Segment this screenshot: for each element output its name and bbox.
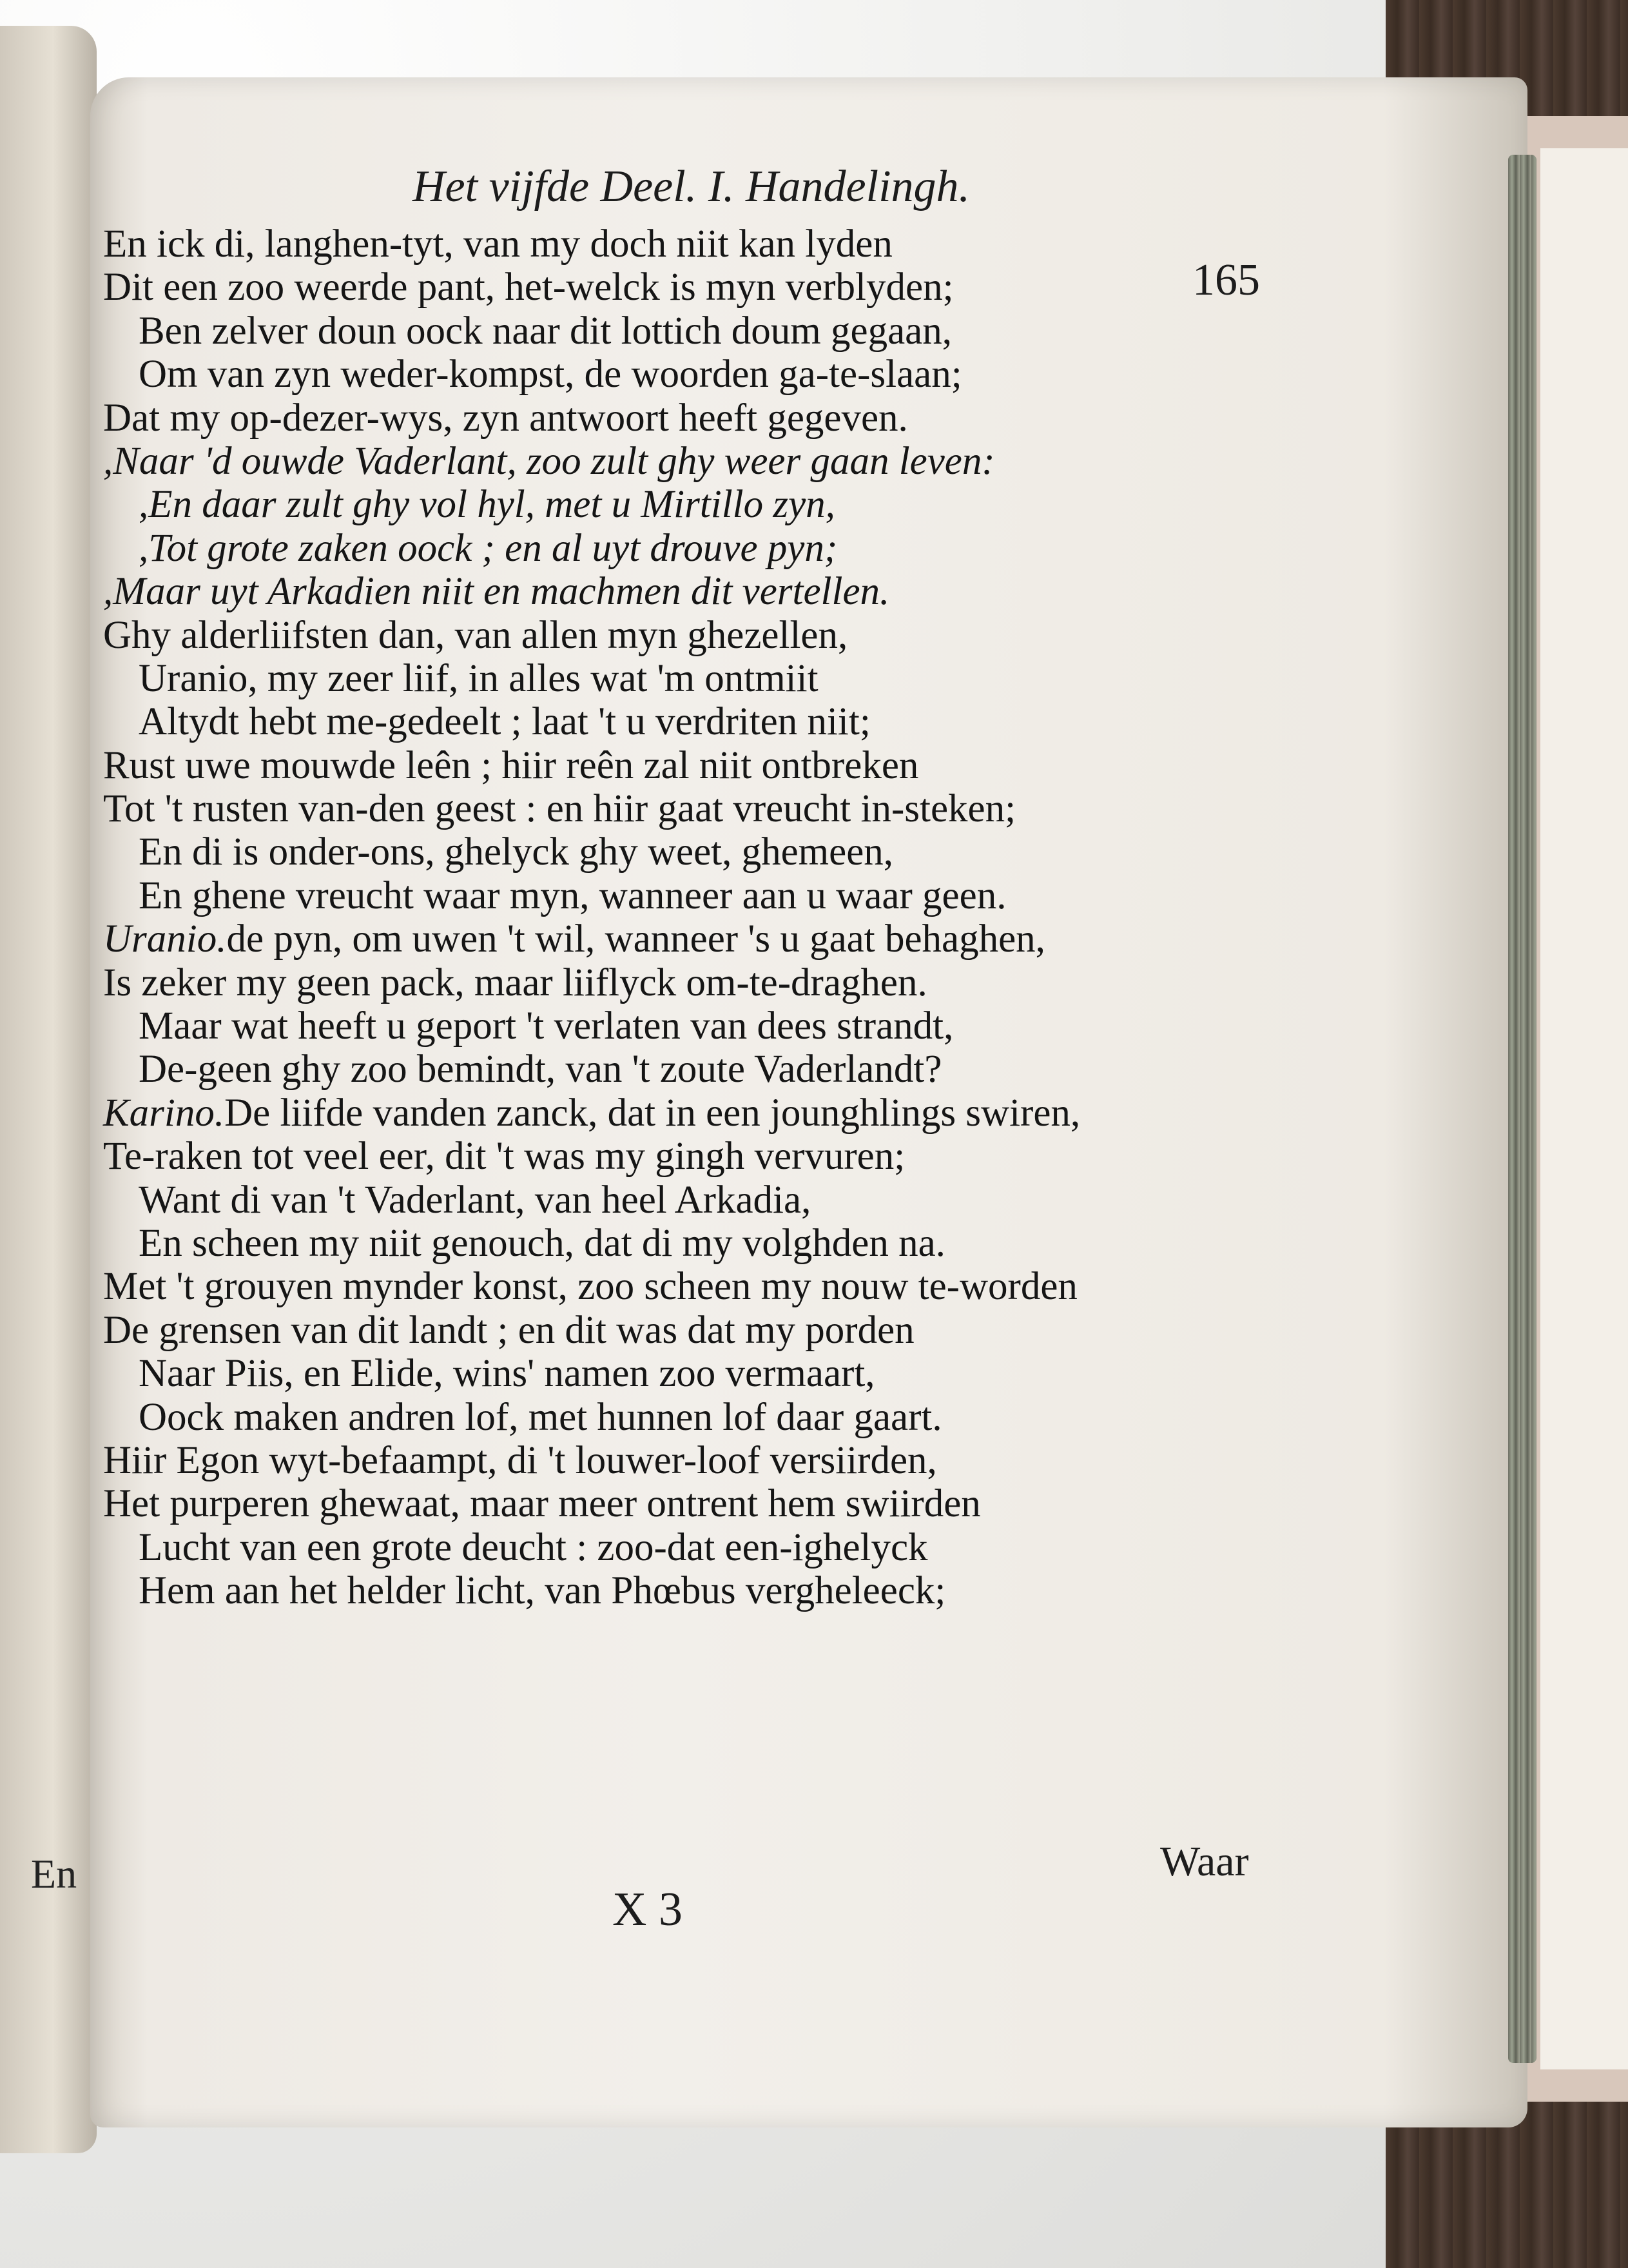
speaker-name: Karino. — [103, 1091, 225, 1135]
left-page-catchword: En — [31, 1851, 77, 1897]
verse-line — [103, 1091, 1276, 1135]
verse-line — [103, 353, 1276, 396]
verse-line-text: De grensen van dit landt ; en dit was dat my porden — [103, 1308, 915, 1352]
verse-line-text: Naar Piis, en Elide, wins' namen zoo vermaart, — [139, 1352, 875, 1396]
verse-line — [103, 440, 1276, 483]
verse-line — [103, 1048, 1276, 1091]
verse-line-text: En ghene vreucht waar myn, wanneer aan u waar geen. — [139, 874, 1007, 917]
verse-line-text: Dat my op-dezer-wys, zyn antwoort heeft gegeven. — [103, 396, 908, 440]
verse-line-text: Dit een zoo weerde pant, het-welck is myn verblyden; — [103, 266, 954, 309]
verse-line-text: ,Naar 'd ouwde Vaderlant, zoo zult ghy weer gaan leven: — [103, 439, 995, 483]
page-number: 165 — [1192, 255, 1260, 305]
verse-line-text: Hem aan het helder licht, van Phœbus vergheleeck; — [139, 1569, 946, 1613]
verse-line-text: Het purperen ghewaat, maar meer ontrent hem swiirden — [103, 1482, 981, 1526]
verse-line-text: Maar wat heeft u geport 't verlaten van dees strandt, — [139, 1004, 954, 1048]
verse-line-text: Hiir Egon wyt-befaampt, di 't louwer-loof versiirden, — [103, 1438, 937, 1482]
verse-line-text: ,Tot grote zaken oock ; en al uyt drouve pyn; — [139, 526, 838, 570]
verse-line — [103, 1222, 1276, 1265]
verse-line — [103, 1439, 1276, 1482]
verse-line — [103, 1482, 1276, 1525]
verse-line-text: ,En daar zult ghy vol hyl, met u Mirtillo zyn, — [139, 483, 835, 527]
verse-line-text: Want di van 't Vaderlant, van heel Arkadia, — [139, 1178, 811, 1222]
verse-line-text: En scheen my niit genouch, dat di my volghden na. — [139, 1221, 945, 1265]
book-board-inner — [1540, 148, 1628, 2069]
verse-line — [103, 787, 1276, 830]
verse-line — [103, 527, 1276, 570]
verse-line-text: Te-raken tot veel eer, dit 't was my gingh vervuren; — [103, 1135, 906, 1178]
verse-line-text: Ben zelver doun oock naar dit lottich doum gegaan, — [139, 309, 952, 353]
verse-line-text: De-geen ghy zoo bemindt, van 't zoute Vaderlandt? — [139, 1048, 942, 1091]
verse-line — [103, 700, 1276, 743]
verse-line — [103, 657, 1276, 700]
verse-line — [103, 1569, 1276, 1612]
left-page — [0, 26, 97, 2153]
running-head: Het vijfde Deel. I. Handelingh. — [412, 162, 971, 211]
verse-line — [103, 266, 1276, 309]
verse-line-text: De liifde vanden zanck, dat in een jounghlings swiren, — [224, 1091, 1081, 1135]
verse-line — [103, 830, 1276, 874]
verse-line-text: Ghy alderliifsten dan, van allen myn ghezellen, — [103, 613, 848, 657]
verse-line — [103, 1004, 1276, 1048]
verse-line — [103, 917, 1276, 961]
verse-line-text: Lucht van een grote deucht : zoo-dat een-ighelyck — [139, 1525, 928, 1569]
verse-line-text: Is zeker my geen pack, maar liiflyck om-te-draghen. — [103, 961, 927, 1004]
verse-line — [103, 222, 1276, 266]
verse-line-text: Rust uwe mouwde leên ; hiir reên zal niit ontbreken — [103, 743, 919, 787]
verse-line — [103, 1309, 1276, 1352]
verse-line — [103, 1135, 1276, 1178]
verse-line — [103, 1352, 1276, 1395]
verse-line — [103, 1396, 1276, 1439]
verse-line-text: Om van zyn weder-kompst, de woorden ga-te-slaan; — [139, 353, 962, 396]
speaker-name: Uranio. — [103, 917, 227, 961]
verse-line — [103, 614, 1276, 657]
verse-line-text: En di is onder-ons, ghelyck ghy weet, ghemeen, — [139, 830, 894, 874]
verse-line-text: Tot 't rusten van-den geest : en hiir gaat vreucht in-steken; — [103, 787, 1016, 831]
verse-line-text: ,Maar uyt Arkadien niit en machmen dit vertellen. — [103, 570, 890, 614]
verse-line-text: Altydt hebt me-gedeelt ; laat 't u verdriten niit; — [139, 700, 871, 744]
verse-line — [103, 744, 1276, 787]
verse-line — [103, 1265, 1276, 1308]
verse-line — [103, 309, 1276, 353]
verse-line — [103, 1178, 1276, 1222]
verse-text — [103, 222, 1276, 1613]
verse-line-text: Uranio, my zeer liif, in alles wat 'm ontmiit — [139, 656, 819, 700]
page-fore-edge — [1508, 155, 1536, 2063]
verse-line-text: Met 't grouyen mynder konst, zoo scheen my nouw te-worden — [103, 1265, 1078, 1309]
verse-line-text: de pyn, om uwen 't wil, wanneer 's u gaat behaghen, — [226, 917, 1045, 961]
verse-line — [103, 570, 1276, 613]
verse-line-text: En ick di, langhen-tyt, van my doch niit kan lyden — [103, 222, 893, 266]
verse-line — [103, 483, 1276, 526]
catchword: Waar — [1160, 1838, 1249, 1885]
verse-line — [103, 1526, 1276, 1569]
verse-line — [103, 874, 1276, 917]
verse-line-text: Oock maken andren lof, met hunnen lof daar gaart. — [139, 1395, 942, 1439]
verse-line — [103, 396, 1276, 440]
verse-line — [103, 961, 1276, 1004]
signature-mark: X 3 — [612, 1883, 683, 1936]
